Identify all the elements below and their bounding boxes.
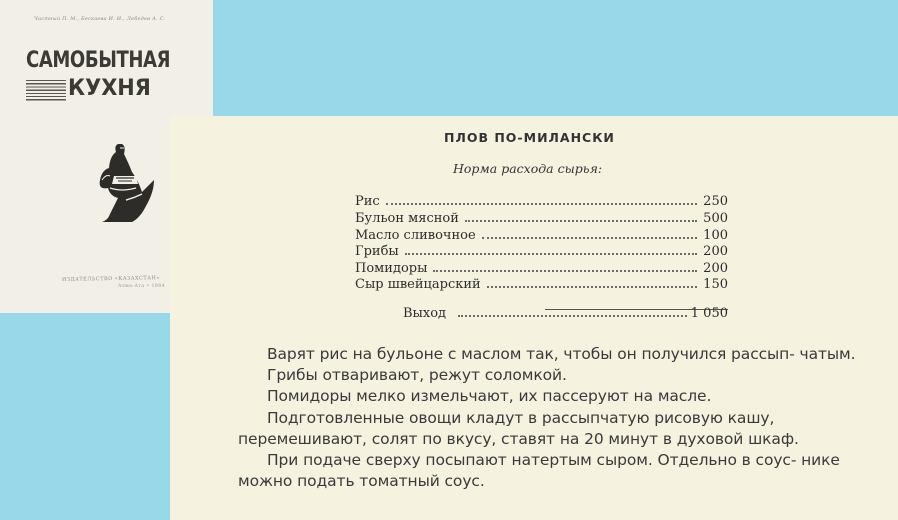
ingredient-qty: 200 — [703, 244, 728, 259]
ingredient-qty: 150 — [703, 277, 728, 292]
recipe-page — [170, 116, 898, 520]
leader-dots — [405, 253, 697, 255]
cover-city-year: Алма-Ата • 1984 — [118, 284, 166, 289]
ingredient-qty: 500 — [703, 211, 728, 226]
instruction-paragraph — [238, 408, 860, 450]
ingredient-name: Сыр швейцарский — [355, 277, 481, 292]
cover-stripes-decoration — [26, 80, 66, 102]
instruction-paragraph — [238, 386, 860, 407]
yield-label: Выход — [403, 306, 447, 321]
ingredient-row — [355, 194, 728, 210]
ingredient-name: Помидоры — [355, 261, 428, 276]
leader-dots — [465, 220, 697, 222]
ingredient-row — [355, 228, 728, 244]
instruction-text: Помидоры мелко измельчают, их пассеруют на масле. — [266, 387, 712, 406]
cover-title-line1: САМОБЫТНАЯ — [26, 48, 171, 73]
instructions — [238, 344, 860, 492]
ingredient-name: Масло сливочное — [355, 228, 476, 243]
instruction-text: При подаче сверху посыпают натертым сыром. Отдельно в соус- нике можно подать томатный соус. — [238, 451, 840, 491]
instruction-text: Подготовленные овощи кладут в рассыпчатую рисовую кашу, перемешивают, солят по вкусу, ставят на 20 минут в духовой шкаф. — [238, 408, 799, 448]
ingredient-name: Рис — [355, 194, 380, 209]
cover-title-line2: КУХНЯ — [68, 76, 151, 101]
leader-dots — [482, 237, 697, 239]
leader-dots — [487, 286, 697, 288]
instruction-text: Варят рис на бульоне с маслом так, чтобы он получился рассып- чатым. — [266, 345, 856, 363]
yield-row — [403, 306, 728, 321]
ingredient-qty: 200 — [703, 261, 728, 276]
ingredient-row — [355, 211, 728, 227]
cover-authors: Частный П. М., Бескаева И. И., Лебедев А. С. — [34, 16, 166, 22]
cover-publisher: ИЗДАТЕЛЬСТВО «КАЗАХСТАН» — [61, 275, 160, 283]
ingredient-qty: 250 — [703, 194, 728, 209]
norm-label: Норма расхода сырья: — [453, 161, 603, 176]
ingredient-row — [355, 244, 728, 260]
instruction-paragraph — [238, 365, 860, 386]
recipe-title: ПЛОВ ПО-МИЛАНСКИ — [444, 130, 615, 145]
leader-dots — [386, 203, 697, 205]
ingredient-row — [355, 277, 728, 293]
yield-value: 1 050 — [690, 306, 728, 321]
instruction-paragraph — [238, 450, 860, 492]
ingredient-row — [355, 261, 728, 277]
ingredient-qty: 100 — [703, 228, 728, 243]
leader-dots — [433, 270, 697, 272]
vase-illustration-icon — [92, 140, 160, 226]
leader-dots — [458, 315, 687, 317]
ingredient-name: Грибы — [355, 244, 399, 259]
ingredient-name: Бульон мясной — [355, 211, 459, 226]
instruction-paragraph — [238, 344, 860, 365]
instruction-text: Грибы отваривают, режут соломкой. — [266, 366, 567, 385]
